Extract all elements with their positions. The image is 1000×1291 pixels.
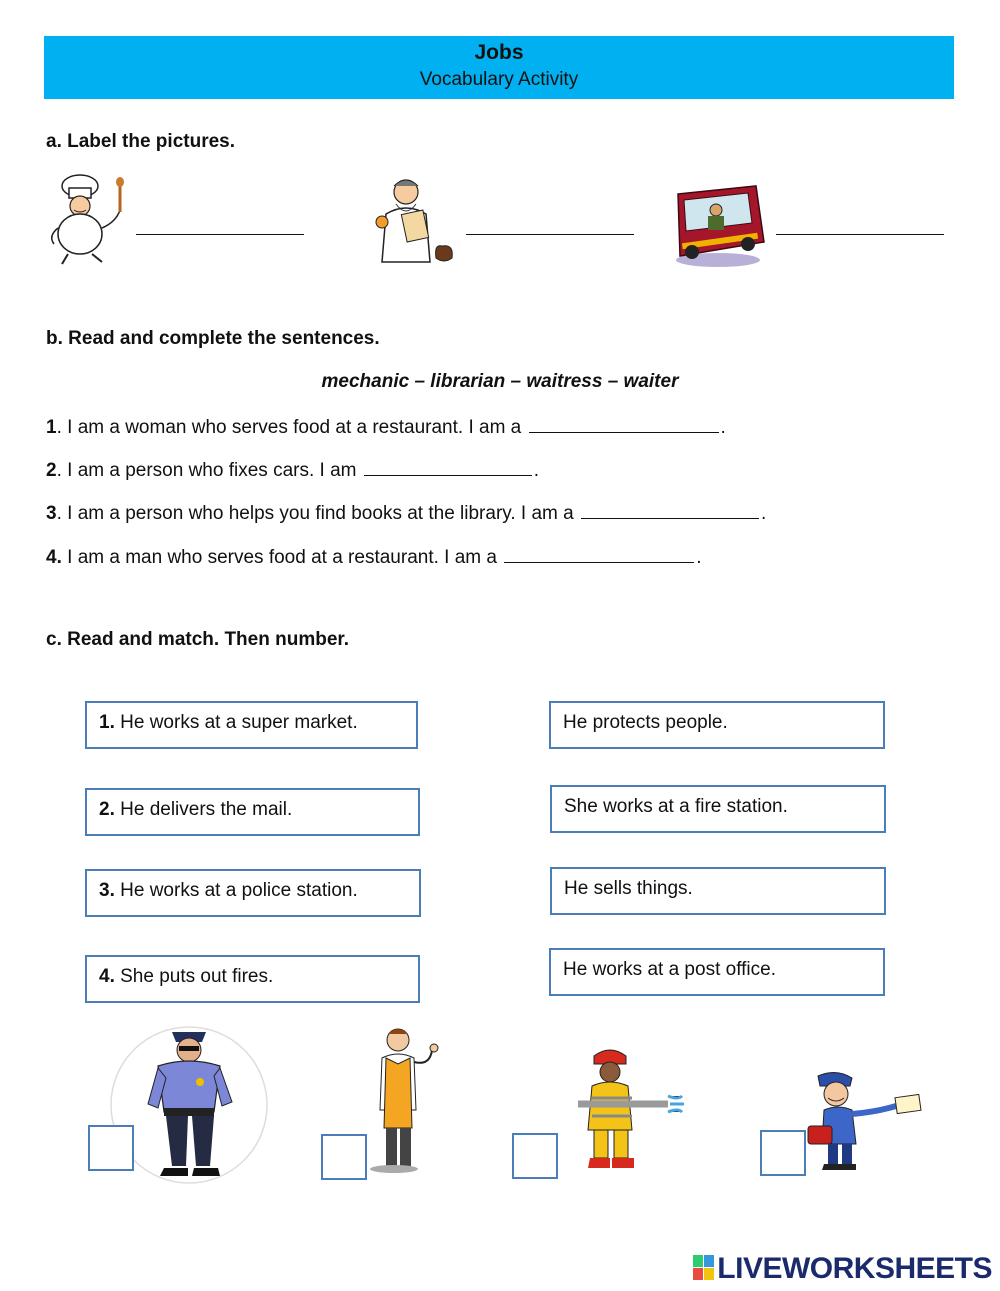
logo-text: LIVEWORKSHEETS (717, 1252, 992, 1285)
match-number: 2. (99, 799, 115, 820)
match-text: She puts out fires. (114, 966, 274, 987)
answer-line-2[interactable] (466, 234, 634, 235)
liveworksheets-logo-icon (693, 1255, 715, 1281)
sentence-blank[interactable] (581, 500, 759, 519)
answer-line-1[interactable] (136, 234, 304, 235)
title-banner (44, 36, 954, 99)
page-title: Jobs (474, 41, 524, 64)
match-right-4[interactable]: He works at a post office. (549, 948, 885, 996)
sentence-text: I am a man who serves food at a restaurant. I am a (61, 547, 503, 568)
section-b-heading: b. Read and complete the sentences. (46, 328, 380, 349)
sentence-number: 1 (46, 417, 57, 438)
sentence-text: . I am a woman who serves food at a restaurant. I am a (56, 417, 527, 438)
doctor-icon (372, 174, 464, 269)
sentence-end: . (696, 547, 702, 568)
bus-driver-icon (672, 180, 768, 268)
sentence-number: 2 (46, 460, 57, 481)
chef-icon (44, 172, 134, 267)
match-number: 3. (99, 880, 115, 901)
word-bank: mechanic – librarian – waitress – waiter (321, 371, 679, 392)
sentence-number: 4. (46, 547, 62, 568)
shop-assistant-icon (364, 1024, 446, 1174)
match-left-3[interactable] (85, 869, 421, 917)
sentence-text: . I am a person who fixes cars. I am (56, 460, 362, 481)
match-right-3[interactable]: He sells things. (550, 867, 886, 915)
match-text: He works at a police station. (114, 880, 358, 901)
sentence-end: . (761, 503, 767, 524)
section-c-heading: c. Read and match. Then number. (46, 629, 350, 650)
sentence-text: . I am a person who helps you find books at the library. I am a (56, 503, 579, 524)
match-text: He delivers the mail. (114, 799, 293, 820)
mail-carrier-icon (806, 1068, 924, 1172)
match-left-2[interactable] (85, 788, 420, 836)
match-left-4[interactable] (85, 955, 420, 1003)
page-subtitle: Vocabulary Activity (419, 69, 579, 90)
section-a-heading: a. Label the pictures. (46, 131, 235, 152)
answer-line-3[interactable] (776, 234, 944, 235)
match-number: 1. (99, 712, 115, 733)
sentence-2 (46, 457, 539, 482)
sentence-3 (46, 500, 766, 525)
match-text: He works at a super market. (114, 712, 358, 733)
sentence-end: . (533, 460, 540, 481)
number-box-4[interactable] (760, 1130, 806, 1176)
number-box-2[interactable] (321, 1134, 367, 1180)
sentence-blank[interactable] (504, 544, 694, 563)
sentence-end: . (720, 417, 726, 438)
sentence-1 (46, 414, 726, 439)
sentence-blank[interactable] (529, 414, 719, 433)
number-box-3[interactable] (512, 1133, 558, 1179)
liveworksheets-logo (693, 1252, 992, 1286)
sentence-blank[interactable] (364, 457, 532, 476)
number-box-1[interactable] (88, 1125, 134, 1171)
match-right-2[interactable]: She works at a fire station. (550, 785, 886, 833)
firefighter-icon (568, 1046, 688, 1174)
match-number: 4. (99, 966, 115, 987)
match-left-1[interactable] (85, 701, 418, 749)
match-right-1[interactable]: He protects people. (549, 701, 885, 749)
sentence-number: 3 (46, 503, 57, 524)
sentence-4 (46, 544, 702, 569)
